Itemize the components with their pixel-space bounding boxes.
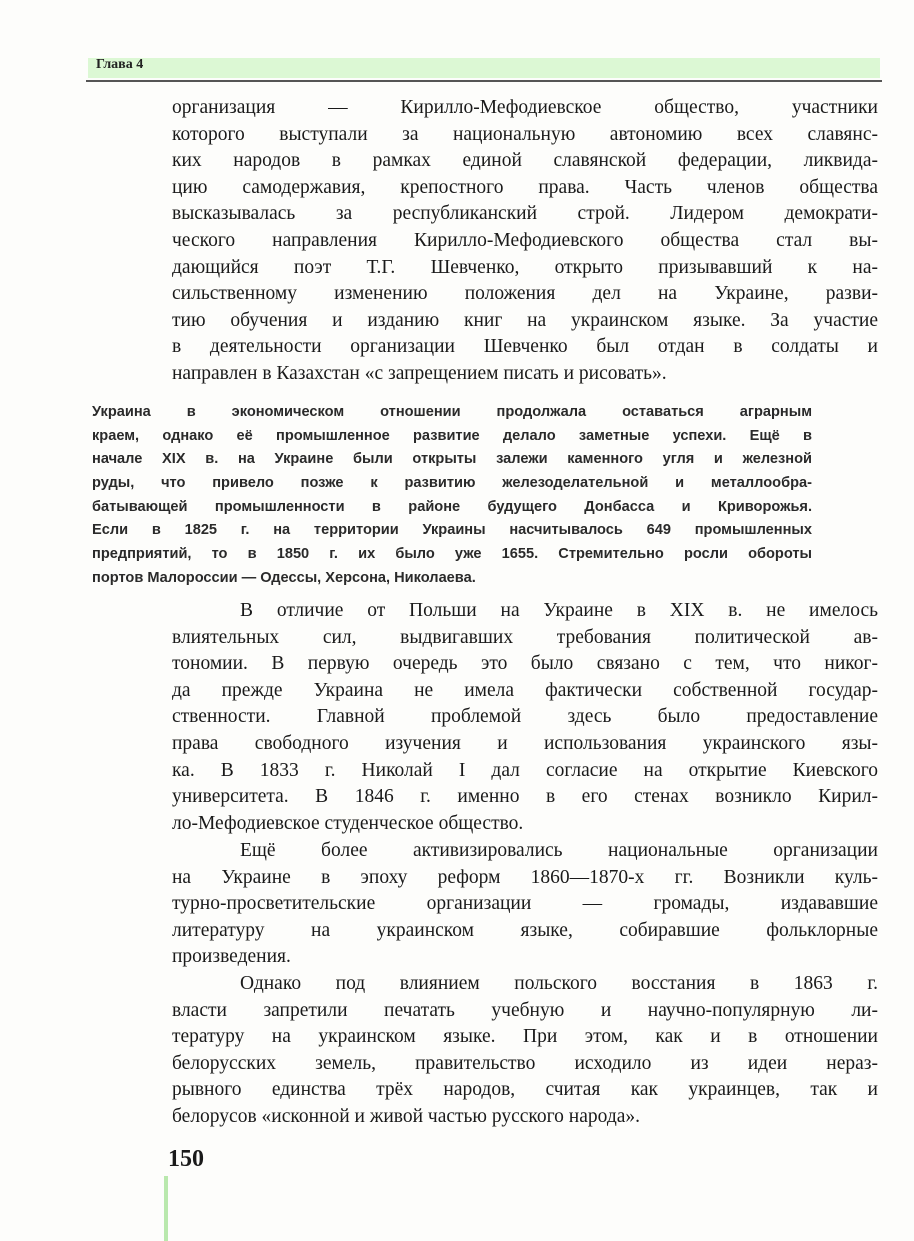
chapter-label: Глава 4 [96,57,144,72]
header-rule [86,80,882,82]
text-line: рывного единства трёх народов, считая как украинцев, так и [172,1079,878,1101]
text-line: Если в 1825 г. на территории Украины насчитывалось 649 промышленных [92,522,812,539]
text-line: права свободного изучения и использования украинского язы- [172,732,878,754]
text-line: сильственному изменению положения дел на Украине, разви- [172,283,878,305]
text-line: произведения. [172,946,291,968]
text-line: предприятий, то в 1850 г. их было уже 1655. Стремительно росли обороты [92,546,812,563]
page-number: 150 [168,1146,204,1172]
text-line: тию обучения и изданию книг на украинском языке. За участие [172,309,878,331]
text-line: батывающей промышленности в районе будущего Донбасса и Криворожья. [92,498,812,515]
text-line: литературу на украинском языке, собиравшие фольклорные [172,919,878,941]
text-line: власти запретили печатать учебную и научно-популярную ли- [172,999,878,1021]
text-line: да прежде Украина не имела фактически собственной государ- [172,679,878,701]
text-line: турно-просветительские организации — громады, издававшие [172,893,878,915]
text-line: белорусов «исконной и живой частью русского народа». [172,1105,641,1127]
paragraph-1 [172,95,878,388]
text-line: руды, что привело позже к развитию железоделательной и металлообра- [92,475,812,492]
economic-sidebar-text [92,401,812,591]
text-line: высказывалась за республиканский строй. Лидером демократи- [172,203,878,225]
text-line: тературу на украинском языке. При этом, как и в отношении [172,1026,878,1048]
text-line: организация — Кирилло-Мефодиевское общество, участники [172,97,878,118]
header-band [88,58,880,78]
text-line: ственности. Главной проблемой здесь было предоставление [172,706,878,728]
text-line: ка. В 1833 г. Николай I дал согласие на открытие Киевского [172,759,878,781]
text-line: в деятельности организации Шевченко был отдан в солдаты и [172,336,878,358]
text-line: влиятельных сил, выдвигавших требования политической ав- [172,626,878,648]
text-line: Ещё более активизировались национальные организации [240,840,878,861]
text-line: дающийся поэт Т.Г. Шевченко, открыто призывавший к на- [172,256,878,278]
text-line: Украина в экономическом отношении продолжала оставаться аграрным [92,404,812,420]
text-line: белорусских земель, правительство исходило из идеи нераз- [172,1052,878,1074]
text-line: ких народов в рамках единой славянской федерации, ликвида- [172,150,878,172]
paragraph-4 [172,971,878,1131]
text-line: портов Малороссии — Одессы, Херсона, Николаева. [92,569,476,586]
text-line: начале XIX в. на Украине были открыты залежи каменного угля и железной [92,451,812,468]
text-line: Однако под влиянием польского восстания в 1863 г. [240,973,878,994]
text-line: краем, однако её промышленное развитие делало заметные успехи. Ещё в [92,427,812,444]
text-line: ло-Мефодиевское студенческое общество. [172,812,524,834]
text-line: на Украине в эпоху реформ 1860—1870-х гг. Возникли куль- [172,866,878,888]
paragraph-2 [172,598,878,837]
text-line: ческого направления Кирилло-Мефодиевского общества стал вы- [172,229,878,251]
margin-bar [164,1176,168,1241]
text-line: направлен в Казахстан «с запрещением писать и рисовать». [172,362,667,384]
text-line: университета. В 1846 г. именно в его стенах возникло Кирил- [172,786,878,808]
text-line: В отличие от Польши на Украине в XIX в. не имелось [240,600,878,621]
paragraph-3 [172,838,878,971]
text-line: которого выступали за национальную автономию всех славянс- [172,123,878,145]
text-line: тономии. В первую очередь это было связано с тем, что никог- [172,653,878,675]
text-line: цию самодержавия, крепостного права. Часть членов общества [172,176,878,198]
